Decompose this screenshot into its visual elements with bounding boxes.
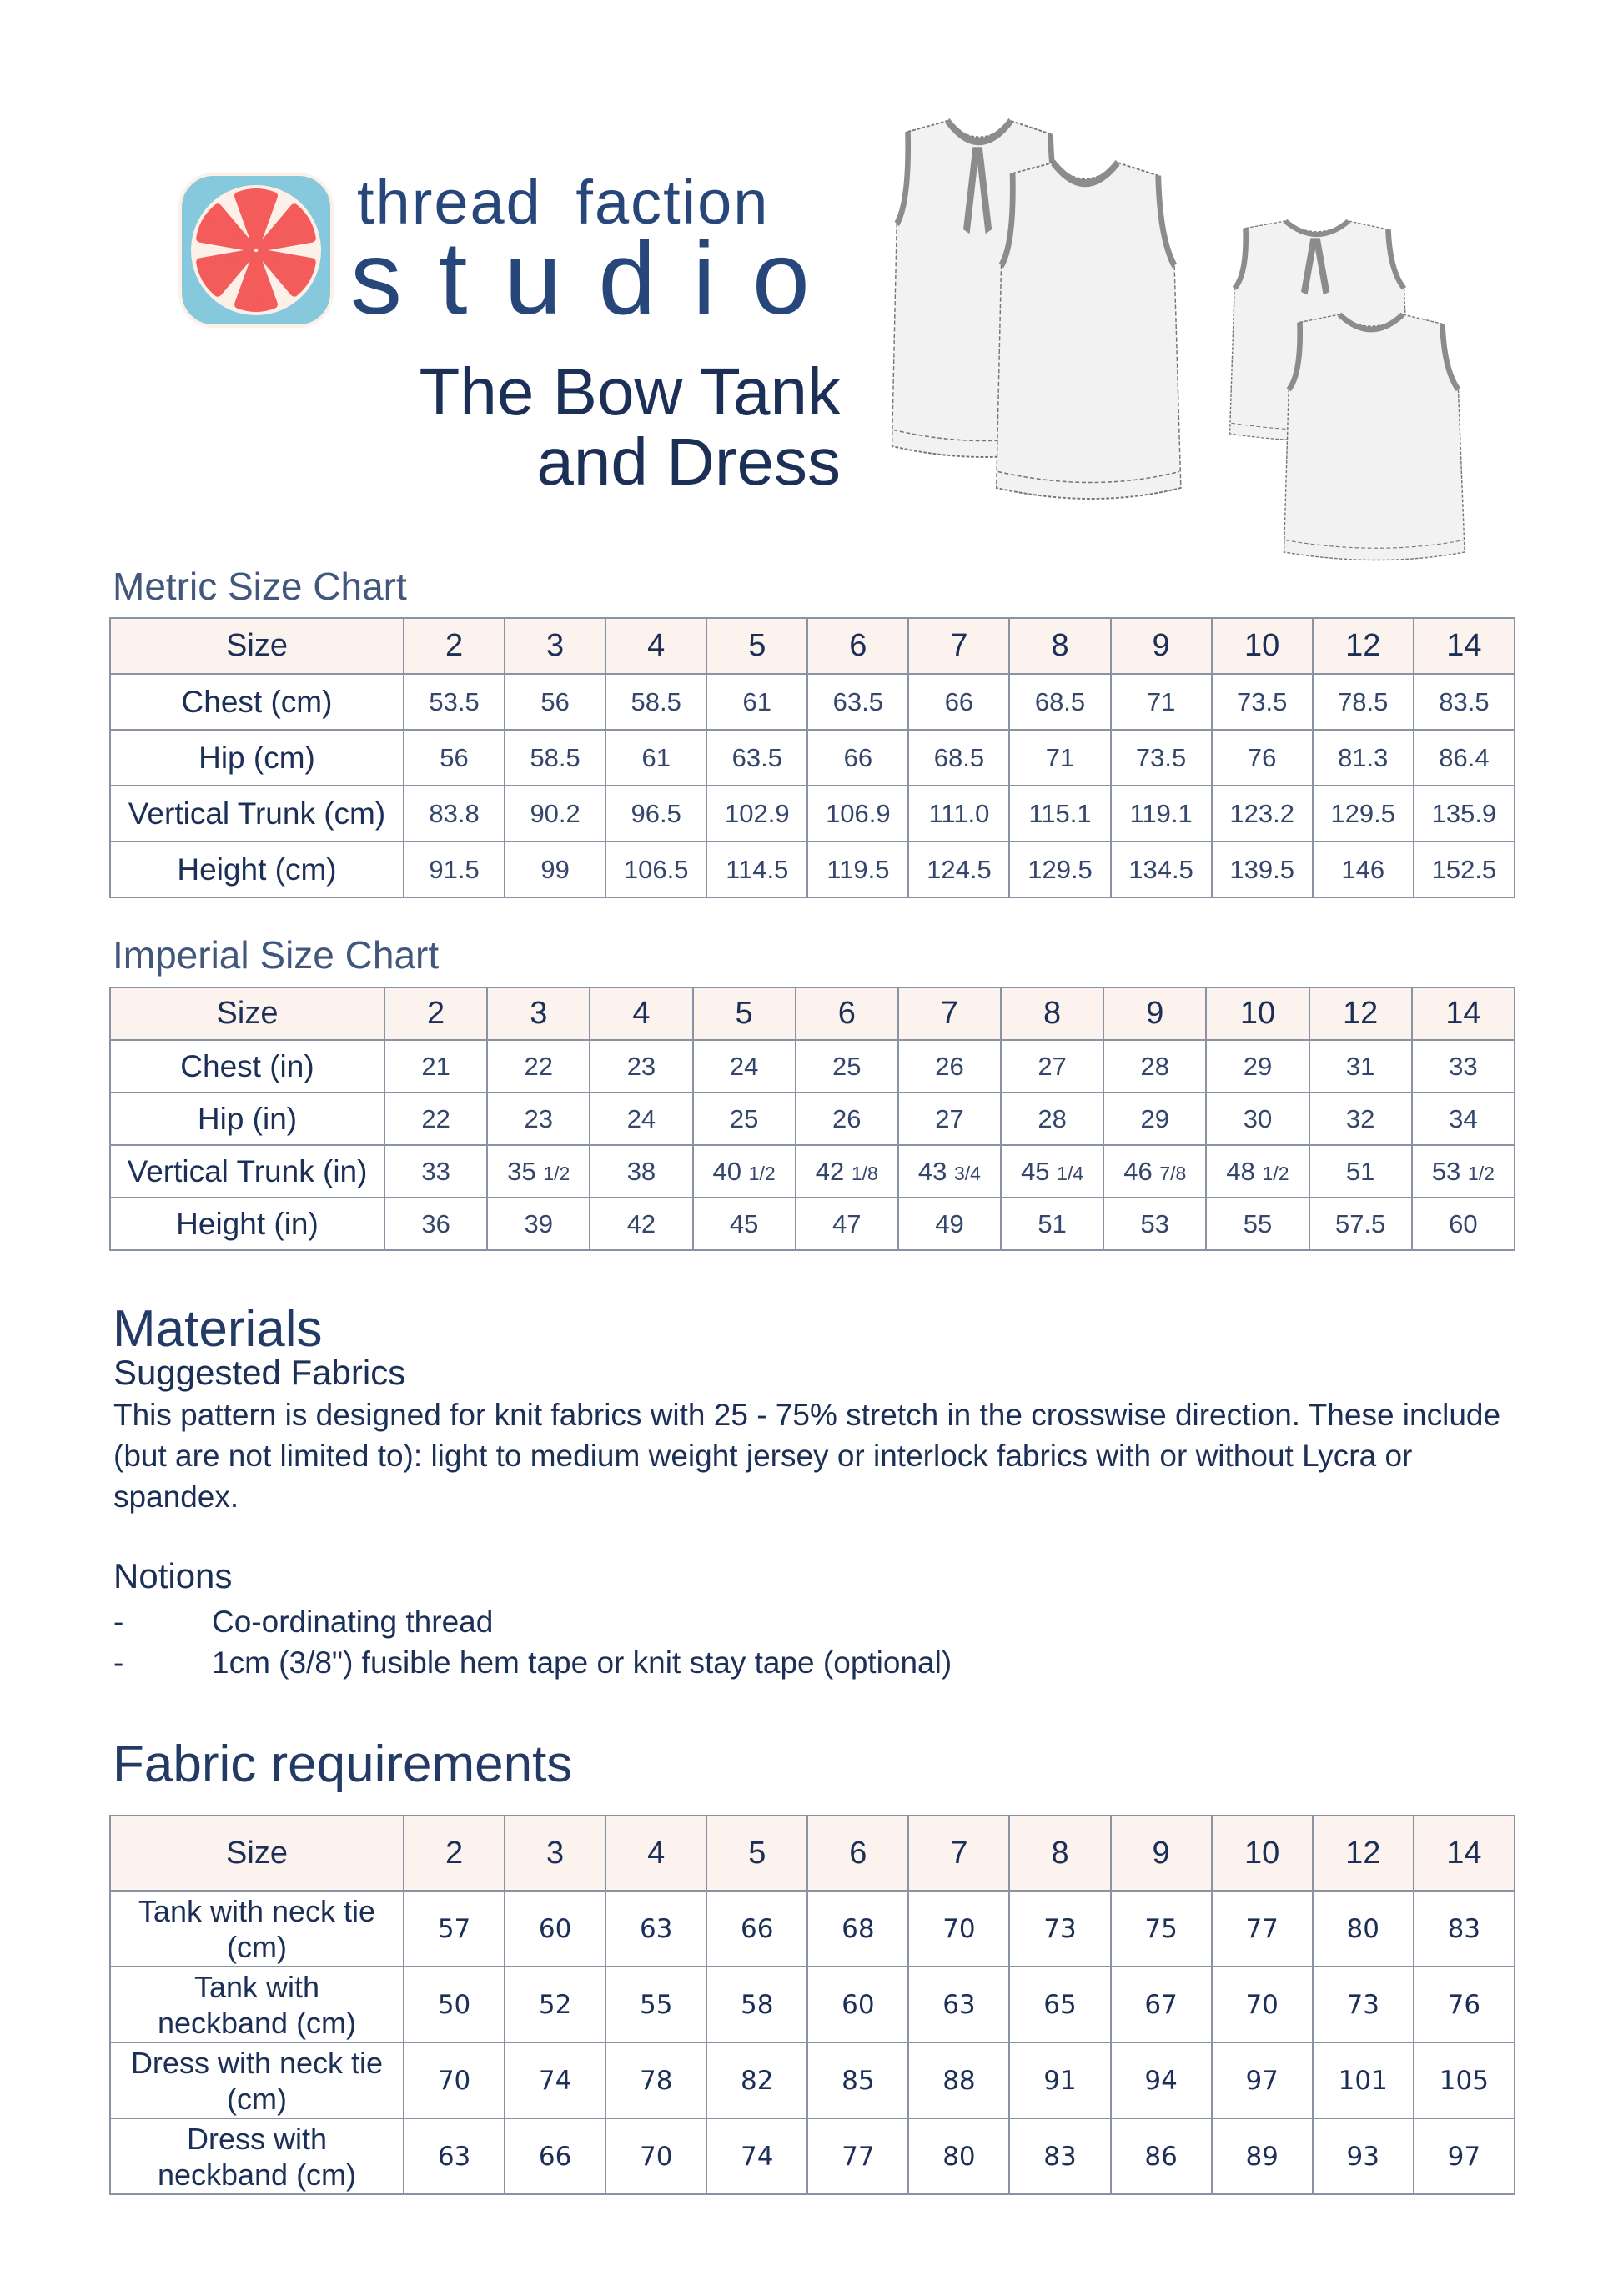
imperial-table-body — [110, 1040, 1515, 1250]
value-cell: 114.5 — [706, 842, 807, 897]
value-cell: 49 — [898, 1198, 1001, 1250]
fraction-part: 1/2 — [543, 1162, 570, 1184]
value-cell: 70 — [605, 2118, 706, 2194]
row-label-line: Dress with — [186, 2121, 328, 2156]
value-cell: 42 — [590, 1198, 692, 1250]
value-cell: 42 1/8 — [796, 1145, 898, 1198]
value-cell: 80 — [1313, 1891, 1414, 1967]
brand-name-line2: studio — [350, 221, 847, 336]
size-cell: 7 — [908, 1816, 1009, 1891]
materials-heading: Materials — [113, 1300, 323, 1358]
size-cell: 8 — [1009, 618, 1110, 674]
value-cell: 36 — [384, 1198, 487, 1250]
fraction-part: 1/8 — [851, 1162, 878, 1184]
value-cell: 33 — [384, 1145, 487, 1198]
bullet-dash: - — [113, 1645, 124, 1680]
imperial-size-table — [109, 987, 1515, 1251]
value-cell: 97 — [1212, 2042, 1313, 2118]
table-header-row — [110, 1816, 1515, 1891]
header-cell: Size — [110, 618, 404, 674]
size-cell: 2 — [404, 618, 505, 674]
grapefruit-logo-icon — [177, 171, 335, 329]
header-cell: Size — [110, 987, 384, 1040]
value-cell: 85 — [807, 2042, 908, 2118]
fraction-part: 1/2 — [1262, 1162, 1289, 1184]
value-cell: 63 — [908, 1967, 1009, 2042]
value-cell: 124.5 — [908, 842, 1009, 897]
value-cell: 77 — [807, 2118, 908, 2194]
value-cell: 123.2 — [1212, 786, 1313, 842]
value-cell: 83 — [1414, 1891, 1515, 1967]
size-cell: 3 — [505, 618, 605, 674]
size-cell: 6 — [796, 987, 898, 1040]
size-cell: 3 — [487, 987, 590, 1040]
size-cell: 9 — [1111, 618, 1212, 674]
value-cell: 24 — [590, 1093, 692, 1145]
value-cell: 77 — [1212, 1891, 1313, 1967]
size-cell: 3 — [505, 1816, 605, 1891]
table-row — [110, 786, 1515, 842]
size-cell: 12 — [1313, 618, 1414, 674]
row-label: Chest (in) — [110, 1040, 384, 1093]
table-row — [110, 730, 1515, 786]
value-cell: 56 — [404, 730, 505, 786]
size-cell: 4 — [605, 1816, 706, 1891]
value-cell: 86 — [1111, 2118, 1212, 2194]
value-cell: 35 1/2 — [487, 1145, 590, 1198]
size-cell: 5 — [706, 1816, 807, 1891]
fraction-part: 1/2 — [1467, 1162, 1495, 1184]
value-cell: 152.5 — [1414, 842, 1515, 897]
value-cell: 63 — [404, 2118, 505, 2194]
value-cell: 83 — [1009, 2118, 1110, 2194]
fraction-part: 1/2 — [748, 1162, 776, 1184]
row-label-line: Tank with neck tie — [138, 1893, 376, 1928]
value-cell: 43 3/4 — [898, 1145, 1001, 1198]
row-label-line: Tank with — [193, 1969, 320, 2004]
size-cell: 14 — [1412, 987, 1515, 1040]
value-cell: 106.9 — [807, 786, 908, 842]
size-cell: 10 — [1206, 987, 1309, 1040]
value-cell: 33 — [1412, 1040, 1515, 1093]
imperial-size-chart-heading: Imperial Size Chart — [113, 933, 440, 977]
size-cell: 14 — [1414, 618, 1515, 674]
value-cell: 134.5 — [1111, 842, 1212, 897]
fraction-part: 7/8 — [1159, 1162, 1187, 1184]
value-cell: 67 — [1111, 1967, 1212, 2042]
value-cell: 102.9 — [706, 786, 807, 842]
row-label-line: Dress with neck tie — [130, 2045, 384, 2080]
value-cell: 32 — [1309, 1093, 1412, 1145]
suggested-fabrics-heading: Suggested Fabrics — [113, 1353, 406, 1392]
value-cell: 129.5 — [1313, 786, 1414, 842]
size-cell: 10 — [1212, 1816, 1313, 1891]
notion-item — [113, 1645, 952, 1681]
bullet-dash: - — [113, 1605, 124, 1639]
row-label: Height (in) — [110, 1198, 384, 1250]
garment-illustration-icon — [867, 96, 1535, 571]
value-cell: 78.5 — [1313, 674, 1414, 730]
value-cell: 52 — [505, 1967, 605, 2042]
value-cell: 60 — [807, 1967, 908, 2042]
value-cell: 48 1/2 — [1206, 1145, 1309, 1198]
value-cell: 25 — [796, 1040, 898, 1093]
value-cell: 53 1/2 — [1412, 1145, 1515, 1198]
value-cell: 78 — [605, 2042, 706, 2118]
notion-text: Co-ordinating thread — [212, 1605, 494, 1639]
value-cell: 66 — [908, 674, 1009, 730]
value-cell: 73.5 — [1111, 730, 1212, 786]
pattern-title — [419, 354, 841, 499]
row-label — [110, 1967, 404, 2042]
row-label-line: (cm) — [227, 2081, 287, 2116]
row-label: Height (cm) — [110, 842, 404, 897]
row-label — [110, 1891, 404, 1967]
value-cell: 71 — [1009, 730, 1110, 786]
value-cell: 66 — [505, 2118, 605, 2194]
table-row — [110, 674, 1515, 730]
value-cell: 50 — [404, 1967, 505, 2042]
value-cell: 58 — [706, 1967, 807, 2042]
value-cell: 135.9 — [1414, 786, 1515, 842]
suggested-fabrics-text: This pattern is designed for knit fabrics with 25 - 75% stretch in the crosswise direction. These include (but are not limited to): light to medium weight jersey or interlock fabrics with or without Lycra or spandex. — [113, 1398, 1501, 1514]
value-cell: 68.5 — [1009, 674, 1110, 730]
table-header-row — [110, 987, 1515, 1040]
value-cell: 63 — [605, 1891, 706, 1967]
row-label — [110, 2042, 404, 2118]
value-cell: 82 — [706, 2042, 807, 2118]
notion-item — [113, 1605, 493, 1640]
value-cell: 76 — [1212, 730, 1313, 786]
value-cell: 23 — [590, 1040, 692, 1093]
value-cell: 61 — [706, 674, 807, 730]
fabric-requirements-heading: Fabric requirements — [113, 1736, 573, 1793]
value-cell: 105 — [1414, 2042, 1515, 2118]
fraction-part: 3/4 — [954, 1162, 981, 1184]
metric-table-body — [110, 674, 1515, 897]
row-label: Hip (in) — [110, 1093, 384, 1145]
value-cell: 90.2 — [505, 786, 605, 842]
table-row — [110, 2118, 1515, 2194]
value-cell: 83.5 — [1414, 674, 1515, 730]
value-cell: 29 — [1206, 1040, 1309, 1093]
size-cell: 5 — [706, 618, 807, 674]
value-cell: 53.5 — [404, 674, 505, 730]
metric-size-table — [109, 617, 1515, 898]
table-header-row — [110, 618, 1515, 674]
value-cell: 46 7/8 — [1103, 1145, 1206, 1198]
value-cell: 30 — [1206, 1093, 1309, 1145]
table-row — [110, 1040, 1515, 1093]
row-label-line: neckband (cm) — [157, 2005, 357, 2040]
value-cell: 66 — [706, 1891, 807, 1967]
value-cell: 28 — [1001, 1093, 1103, 1145]
size-cell: 10 — [1212, 618, 1313, 674]
size-cell: 12 — [1309, 987, 1412, 1040]
value-cell: 129.5 — [1009, 842, 1110, 897]
value-cell: 24 — [693, 1040, 796, 1093]
value-cell: 29 — [1103, 1093, 1206, 1145]
value-cell: 70 — [908, 1891, 1009, 1967]
table-row — [110, 1967, 1515, 2042]
table-row — [110, 1891, 1515, 1967]
value-cell: 26 — [796, 1093, 898, 1145]
size-cell: 4 — [590, 987, 692, 1040]
value-cell: 25 — [693, 1093, 796, 1145]
value-cell: 86.4 — [1414, 730, 1515, 786]
value-cell: 73 — [1009, 1891, 1110, 1967]
row-label: Vertical Trunk (in) — [110, 1145, 384, 1198]
row-label: Hip (cm) — [110, 730, 404, 786]
size-cell: 12 — [1313, 1816, 1414, 1891]
value-cell: 57 — [404, 1891, 505, 1967]
size-cell: 8 — [1001, 987, 1103, 1040]
value-cell: 111.0 — [908, 786, 1009, 842]
value-cell: 139.5 — [1212, 842, 1313, 897]
value-cell: 34 — [1412, 1093, 1515, 1145]
size-cell: 6 — [807, 1816, 908, 1891]
value-cell: 75 — [1111, 1891, 1212, 1967]
value-cell: 89 — [1212, 2118, 1313, 2194]
pattern-title-line1: The Bow Tank — [419, 354, 841, 429]
table-row — [110, 1145, 1515, 1198]
size-cell: 6 — [807, 618, 908, 674]
size-cell: 2 — [384, 987, 487, 1040]
size-cell: 4 — [605, 618, 706, 674]
value-cell: 45 1/4 — [1001, 1145, 1103, 1198]
value-cell: 22 — [384, 1093, 487, 1145]
value-cell: 56 — [505, 674, 605, 730]
value-cell: 27 — [898, 1093, 1001, 1145]
value-cell: 74 — [706, 2118, 807, 2194]
fabric-table-body — [110, 1891, 1515, 2194]
size-cell: 9 — [1111, 1816, 1212, 1891]
size-cell: 14 — [1414, 1816, 1515, 1891]
size-cell: 7 — [908, 618, 1009, 674]
fraction-part: 1/4 — [1057, 1162, 1084, 1184]
value-cell: 66 — [807, 730, 908, 786]
table-row — [110, 2042, 1515, 2118]
header-cell: Size — [110, 1816, 404, 1891]
row-label: Chest (cm) — [110, 674, 404, 730]
value-cell: 74 — [505, 2042, 605, 2118]
row-label — [110, 2118, 404, 2194]
value-cell: 73 — [1313, 1967, 1414, 2042]
value-cell: 101 — [1313, 2042, 1414, 2118]
value-cell: 76 — [1414, 1967, 1515, 2042]
value-cell: 94 — [1111, 2042, 1212, 2118]
value-cell: 51 — [1001, 1198, 1103, 1250]
value-cell: 73.5 — [1212, 674, 1313, 730]
value-cell: 27 — [1001, 1040, 1103, 1093]
value-cell: 45 — [693, 1198, 796, 1250]
notion-text: 1cm (3/8") fusible hem tape or knit stay tape (optional) — [212, 1645, 952, 1680]
size-cell: 9 — [1103, 987, 1206, 1040]
brand-name-line1: thread faction — [357, 168, 770, 237]
value-cell: 38 — [590, 1145, 692, 1198]
value-cell: 63.5 — [706, 730, 807, 786]
size-cell: 2 — [404, 1816, 505, 1891]
value-cell: 58.5 — [605, 674, 706, 730]
table-row — [110, 842, 1515, 897]
value-cell: 70 — [404, 2042, 505, 2118]
value-cell: 47 — [796, 1198, 898, 1250]
value-cell: 60 — [505, 1891, 605, 1967]
value-cell: 91 — [1009, 2042, 1110, 2118]
size-cell: 5 — [693, 987, 796, 1040]
value-cell: 96.5 — [605, 786, 706, 842]
fabric-requirements-table — [109, 1815, 1515, 2195]
value-cell: 28 — [1103, 1040, 1206, 1093]
value-cell: 80 — [908, 2118, 1009, 2194]
value-cell: 115.1 — [1009, 786, 1110, 842]
value-cell: 26 — [898, 1040, 1001, 1093]
row-label-line: (cm) — [227, 1929, 287, 1964]
value-cell: 119.5 — [807, 842, 908, 897]
value-cell: 22 — [487, 1040, 590, 1093]
value-cell: 51 — [1309, 1145, 1412, 1198]
row-label-line: neckband (cm) — [157, 2157, 357, 2192]
row-label: Vertical Trunk (cm) — [110, 786, 404, 842]
notions-heading: Notions — [113, 1556, 233, 1595]
value-cell: 55 — [1206, 1198, 1309, 1250]
size-cell: 7 — [898, 987, 1001, 1040]
table-row — [110, 1093, 1515, 1145]
value-cell: 68.5 — [908, 730, 1009, 786]
value-cell: 91.5 — [404, 842, 505, 897]
value-cell: 57.5 — [1309, 1198, 1412, 1250]
value-cell: 97 — [1414, 2118, 1515, 2194]
value-cell: 63.5 — [807, 674, 908, 730]
size-cell: 8 — [1009, 1816, 1110, 1891]
value-cell: 31 — [1309, 1040, 1412, 1093]
value-cell: 60 — [1412, 1198, 1515, 1250]
value-cell: 81.3 — [1313, 730, 1414, 786]
metric-size-chart-heading: Metric Size Chart — [113, 565, 407, 608]
table-row — [110, 1198, 1515, 1250]
value-cell: 61 — [605, 730, 706, 786]
value-cell: 40 1/2 — [693, 1145, 796, 1198]
value-cell: 99 — [505, 842, 605, 897]
value-cell: 68 — [807, 1891, 908, 1967]
value-cell: 58.5 — [505, 730, 605, 786]
value-cell: 88 — [908, 2042, 1009, 2118]
value-cell: 70 — [1212, 1967, 1313, 2042]
value-cell: 93 — [1313, 2118, 1414, 2194]
value-cell: 53 — [1103, 1198, 1206, 1250]
value-cell: 23 — [487, 1093, 590, 1145]
value-cell: 119.1 — [1111, 786, 1212, 842]
value-cell: 21 — [384, 1040, 487, 1093]
pattern-title-line2: and Dress — [536, 425, 841, 499]
value-cell: 106.5 — [605, 842, 706, 897]
value-cell: 55 — [605, 1967, 706, 2042]
value-cell: 146 — [1313, 842, 1414, 897]
value-cell: 71 — [1111, 674, 1212, 730]
value-cell: 39 — [487, 1198, 590, 1250]
value-cell: 83.8 — [404, 786, 505, 842]
value-cell: 65 — [1009, 1967, 1110, 2042]
